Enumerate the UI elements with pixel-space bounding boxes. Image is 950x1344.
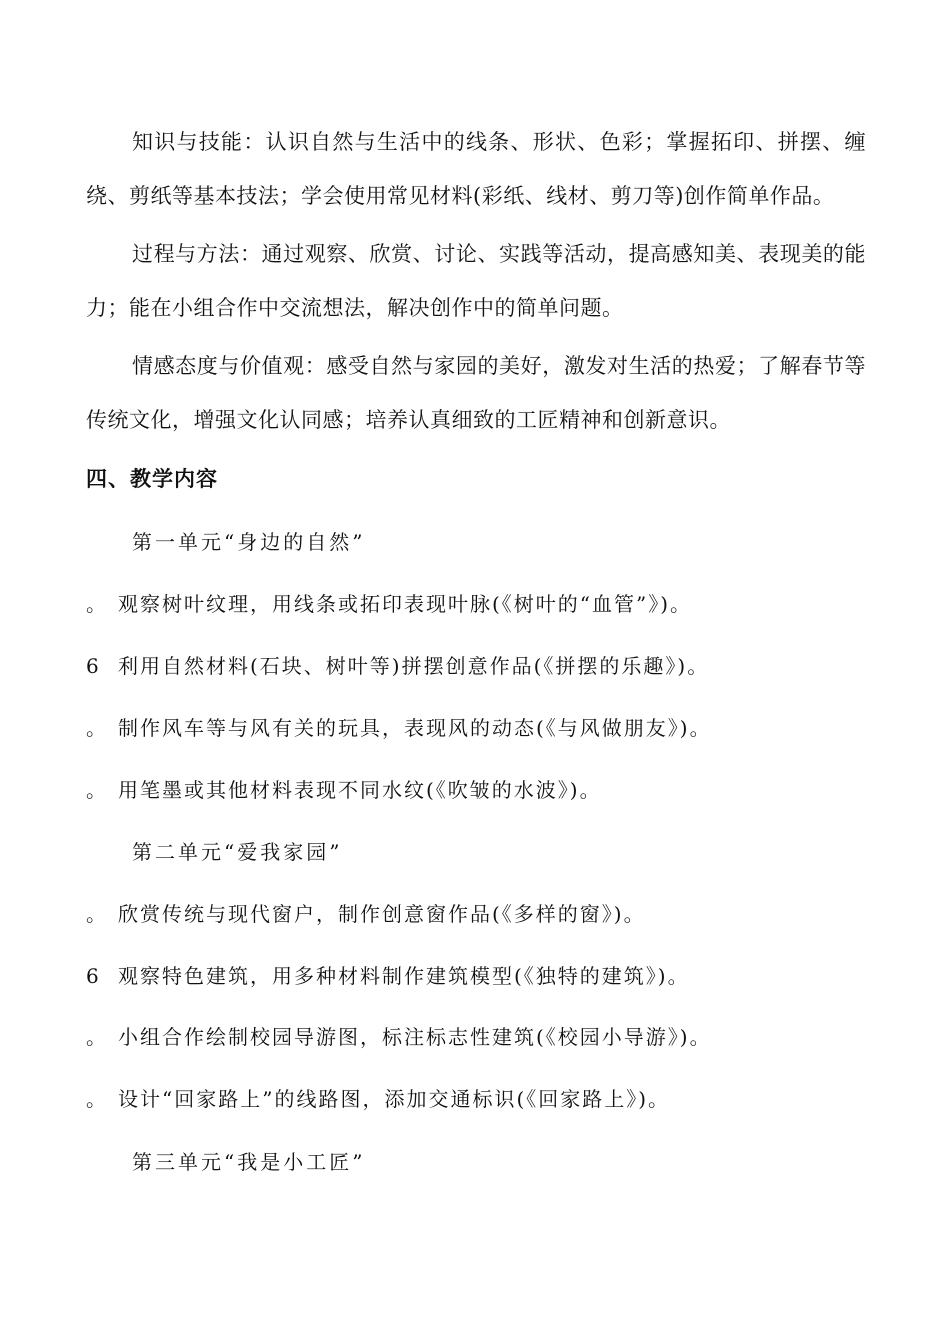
- unit-title-1: 第一单元“身边的自然”: [132, 530, 366, 554]
- list-item-text: 制作风车等与风有关的玩具，表现风的动态(《与风做朋友》)。: [118, 716, 712, 740]
- unit-title-2: 第二单元“爱我家园”: [132, 840, 343, 864]
- objective-emotion-values: 情感态度与价值观：感受自然与家园的美好，激发对生活的热爱；了解春节等传统文化，增强文化认同感；培养认真细致的工匠精神和创新意识。: [86, 354, 866, 432]
- list-item: [86, 588, 886, 617]
- list-item-text: 用笔墨或其他材料表现不同水纹(《吹皱的水波》)。: [118, 778, 602, 802]
- list-item: [86, 1083, 886, 1112]
- list-item: [86, 774, 886, 803]
- list-bullet: 6: [86, 964, 101, 988]
- objective-process-methods: 过程与方法：通过观察、欣赏、讨论、实践等活动，提高感知美、表现美的能力；能在小组合作中交流想法，解决创作中的简单问题。: [86, 242, 866, 320]
- list-bullet: 。: [86, 778, 108, 802]
- objective-knowledge-skills: 知识与技能：认识自然与生活中的线条、形状、色彩；掌握拓印、拼摆、缠绕、剪纸等基本技法；学会使用常见材料(彩纸、线材、剪刀等)创作简单作品。: [86, 130, 866, 208]
- list-bullet: 。: [86, 902, 108, 926]
- list-item-text: 设计“回家路上”的线路图，添加交通标识(《回家路上》)。: [118, 1087, 671, 1111]
- list-item-text: 观察树叶纹理，用线条或拓印表现叶脉(《树叶的“血管”》)。: [118, 592, 693, 616]
- list-item-text: 欣赏传统与现代窗户，制作创意窗作品(《多样的窗》)。: [118, 902, 646, 926]
- list-bullet: 。: [86, 1025, 108, 1049]
- list-item: [86, 1021, 886, 1050]
- list-item-text: 利用自然材料(石块、树叶等)拼摆创意作品(《拼摆的乐趣》)。: [118, 654, 710, 678]
- list-item: [86, 898, 886, 927]
- list-item: [86, 712, 886, 741]
- section-heading: 四、教学内容: [86, 467, 218, 491]
- list-item-text: 观察特色建筑，用多种材料制作建筑模型(《独特的建筑》)。: [118, 964, 690, 988]
- list-item: [86, 960, 886, 989]
- unit-title-3: 第三单元“我是小工匠”: [132, 1150, 366, 1174]
- list-bullet: 。: [86, 592, 108, 616]
- list-item: [86, 650, 886, 679]
- list-bullet: 。: [86, 1087, 108, 1111]
- list-bullet: 。: [86, 716, 108, 740]
- list-item-text: 小组合作绘制校园导游图，标注标志性建筑(《校园小导游》)。: [118, 1025, 712, 1049]
- list-bullet: 6: [86, 654, 101, 678]
